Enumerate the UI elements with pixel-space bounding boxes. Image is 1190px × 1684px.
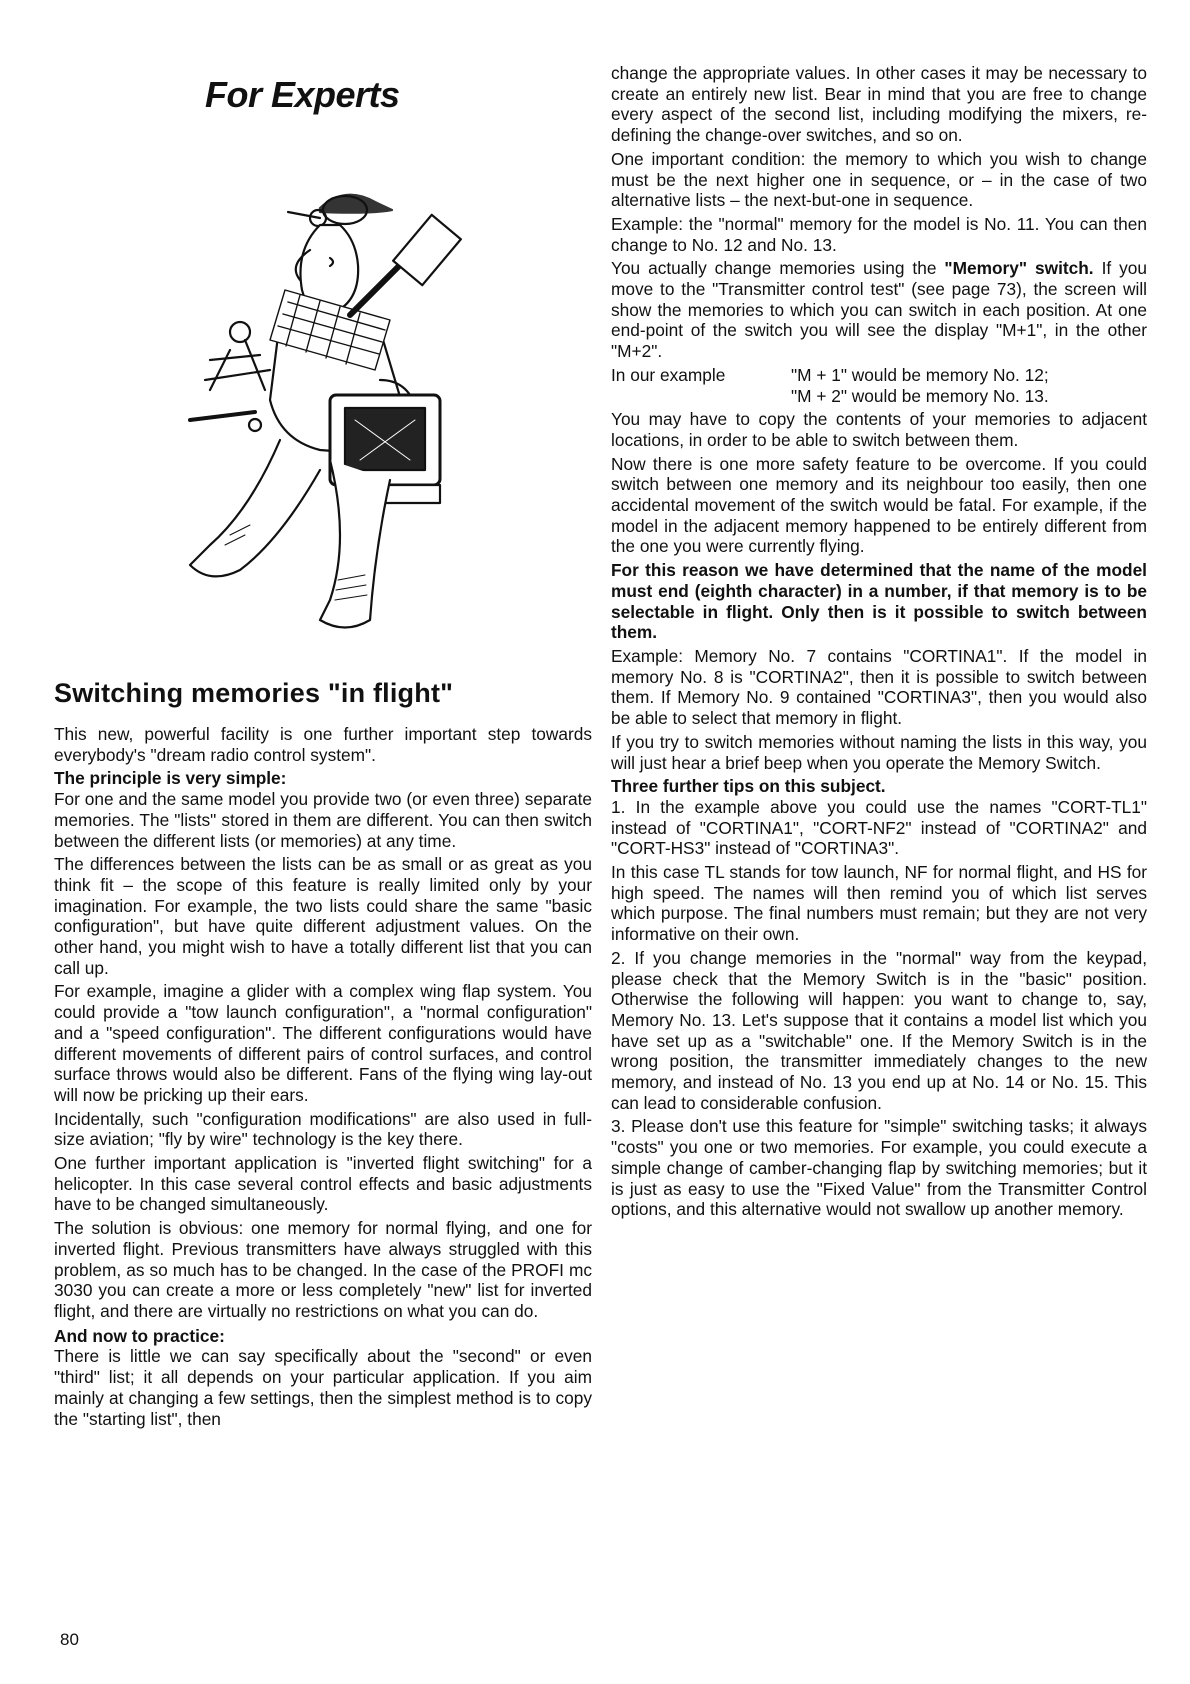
page-number: 80 bbox=[60, 1630, 79, 1649]
tip-2-paragraph: 2. If you change memories in the "normal" way from the keypad, please check that the Memory Switch is in the "basic" position. Otherwise the following will happen: you want to change to, say, Memory No. 13. Let's suppose that it contains a model list which you have set up as a "switchable" one. If the Memory Switch is in the wrong position, the transmitter immediately changes to the new memory, and instead of No. 13 you end up at No. 14 or No. 15. This can lead to considerable confusion. bbox=[611, 947, 1147, 1113]
tips-heading: Three further tips on this subject. bbox=[611, 776, 886, 797]
tip-3-paragraph: 3. Please don't use this feature for "simple" switching tasks; it always "costs" you one or two memories. For example, you could execute a simple change of camber-changing flap by switching memories; but it is just as easy to use the "Fixed Value" from the Transmitter Control options, and this alternative would not swallow up another memory. bbox=[611, 1116, 1147, 1220]
section-title: Switching memories "in flight" bbox=[54, 678, 454, 708]
our-example-line-2: "M + 2" would be memory No. 13. bbox=[791, 385, 1049, 406]
incidentally-paragraph: Incidentally, such "configuration modifications" are also used in full-size aviation; "fly by wire" technology is the key there. bbox=[54, 1108, 592, 1150]
our-example-line-1: "M + 1" would be memory No. 12; bbox=[791, 364, 1049, 385]
practice-heading: And now to practice: bbox=[54, 1325, 225, 1346]
principle-paragraph: For one and the same model you provide two (or even three) separate memories. The "lists" stored in them are different. You can then switch between the different lists (or memories) at any time. bbox=[54, 789, 592, 851]
cortina-example-paragraph: Example: Memory No. 7 contains "CORTINA1". If the model in memory No. 8 is "CORTINA2", then it is possible to switch between them. If Memory No. 9 contained "CORTINA3", then you would also be able to select that memory in flight. bbox=[611, 645, 1147, 729]
cartoon-expert-with-tools-icon bbox=[170, 180, 540, 650]
left-column bbox=[54, 724, 592, 1432]
our-example-label: In our example bbox=[611, 364, 726, 385]
memory-switch-paragraph bbox=[611, 258, 1147, 362]
tip-1-paragraph: 1. In the example above you could use the names "CORT-TL1" instead of "CORTINA1", "CORT-NF2" instead of "CORTINA2" and "CORT-HS3" instead of "CORTINA3". bbox=[611, 796, 1147, 859]
memory-switch-pre: You actually change memories using the bbox=[611, 258, 945, 279]
principle-heading: The principle is very simple: bbox=[54, 768, 287, 789]
beep-paragraph: If you try to switch memories without naming the lists in this way, you will just hear a brief beep when you operate the Memory Switch. bbox=[611, 731, 1147, 773]
condition-paragraph: One important condition: the memory to which you wish to change must be the next higher one in sequence, or – in the case of two alternative lists – the next-but-one in sequence. bbox=[611, 148, 1147, 211]
intro-paragraph: This new, powerful facility is one further important step towards everybody's "dream radio control system". bbox=[54, 724, 592, 765]
practice-paragraph: There is little we can say specifically about the "second" or even "third" list; it all depends on your particular application. If you aim mainly at changing a few settings, then the simplest method is to copy the "starting list", then bbox=[54, 1346, 592, 1429]
memory-switch-post: If you move to the "Transmitter control test" (see page 73), the screen will show the memories to which you can switch in each position. At one end-point of the switch you will see the display "M+1", in the other "M+2". bbox=[611, 258, 1147, 362]
example-memory-paragraph: Example: the "normal" memory for the model is No. 11. You can then change to No. 12 and No. 13. bbox=[611, 213, 1147, 255]
our-example-values bbox=[791, 365, 1147, 406]
page-header-title: For Experts bbox=[205, 74, 400, 115]
memory-switch-bold: "Memory" switch. bbox=[944, 258, 1094, 279]
safety-paragraph: Now there is one more safety feature to be overcome. If you could switch between one memory and its neighbour too easily, then one accidental movement of the switch would be fatal. For example, if the model in the adjacent memory happened to be entirely different from the one you were currently flying. bbox=[611, 453, 1147, 557]
glider-example-paragraph: For example, imagine a glider with a complex wing flap system. You could provide a "tow launch configuration", a "normal configuration" and a "speed configuration". The different configurations would have different movements of different pairs of control surfaces, and control surface throws would also be different. Fans of the flying wing lay-out will now be pricking up their ears. bbox=[54, 981, 592, 1105]
tip-1-explanation: In this case TL stands for tow launch, NF for normal flight, and HS for high speed. The names will then remind you of which list serves which purpose. The final numbers must remain; but they are not very informative on their own. bbox=[611, 862, 1147, 945]
solution-paragraph: The solution is obvious: one memory for normal flying, and one for inverted flight. Previous transmitters have always struggled with this problem, as so much has to be changed. In the case of the PROFI mc 3030 you can create a more or less completely "new" list for inverted flight, and there are virtually no restrictions on what you can do. bbox=[54, 1218, 592, 1321]
copy-contents-paragraph: You may have to copy the contents of your memories to adjacent locations, in order to be able to switch between them. bbox=[611, 409, 1147, 450]
differences-paragraph: The differences between the lists can be as small or as great as you think fit – the scope of this feature is really limited only by your imagination. For example, the two lists could share the same "basic configuration", but have quite different adjustment values. On the other hand, you might wish to have a totally different list that you can call up. bbox=[54, 854, 592, 978]
name-rule-paragraph: For this reason we have determined that the name of the model must end (eighth character) in a number, if that memory is to be selectable in flight. Only then is it possible to switch between them. bbox=[611, 560, 1147, 643]
right-column bbox=[611, 63, 1147, 1223]
continuation-paragraph: change the appropriate values. In other cases it may be necessary to create an entirely new list. Bear in mind that you are free to change every aspect of the second list, including modifying the mixers, re-defining the change-over switches, and so on. bbox=[611, 63, 1147, 146]
inverted-flight-paragraph: One further important application is "inverted flight switching" for a helicopter. In this case several control effects and basic adjustments have to be changed simultaneously. bbox=[54, 1153, 592, 1215]
our-example-block bbox=[611, 365, 1147, 406]
